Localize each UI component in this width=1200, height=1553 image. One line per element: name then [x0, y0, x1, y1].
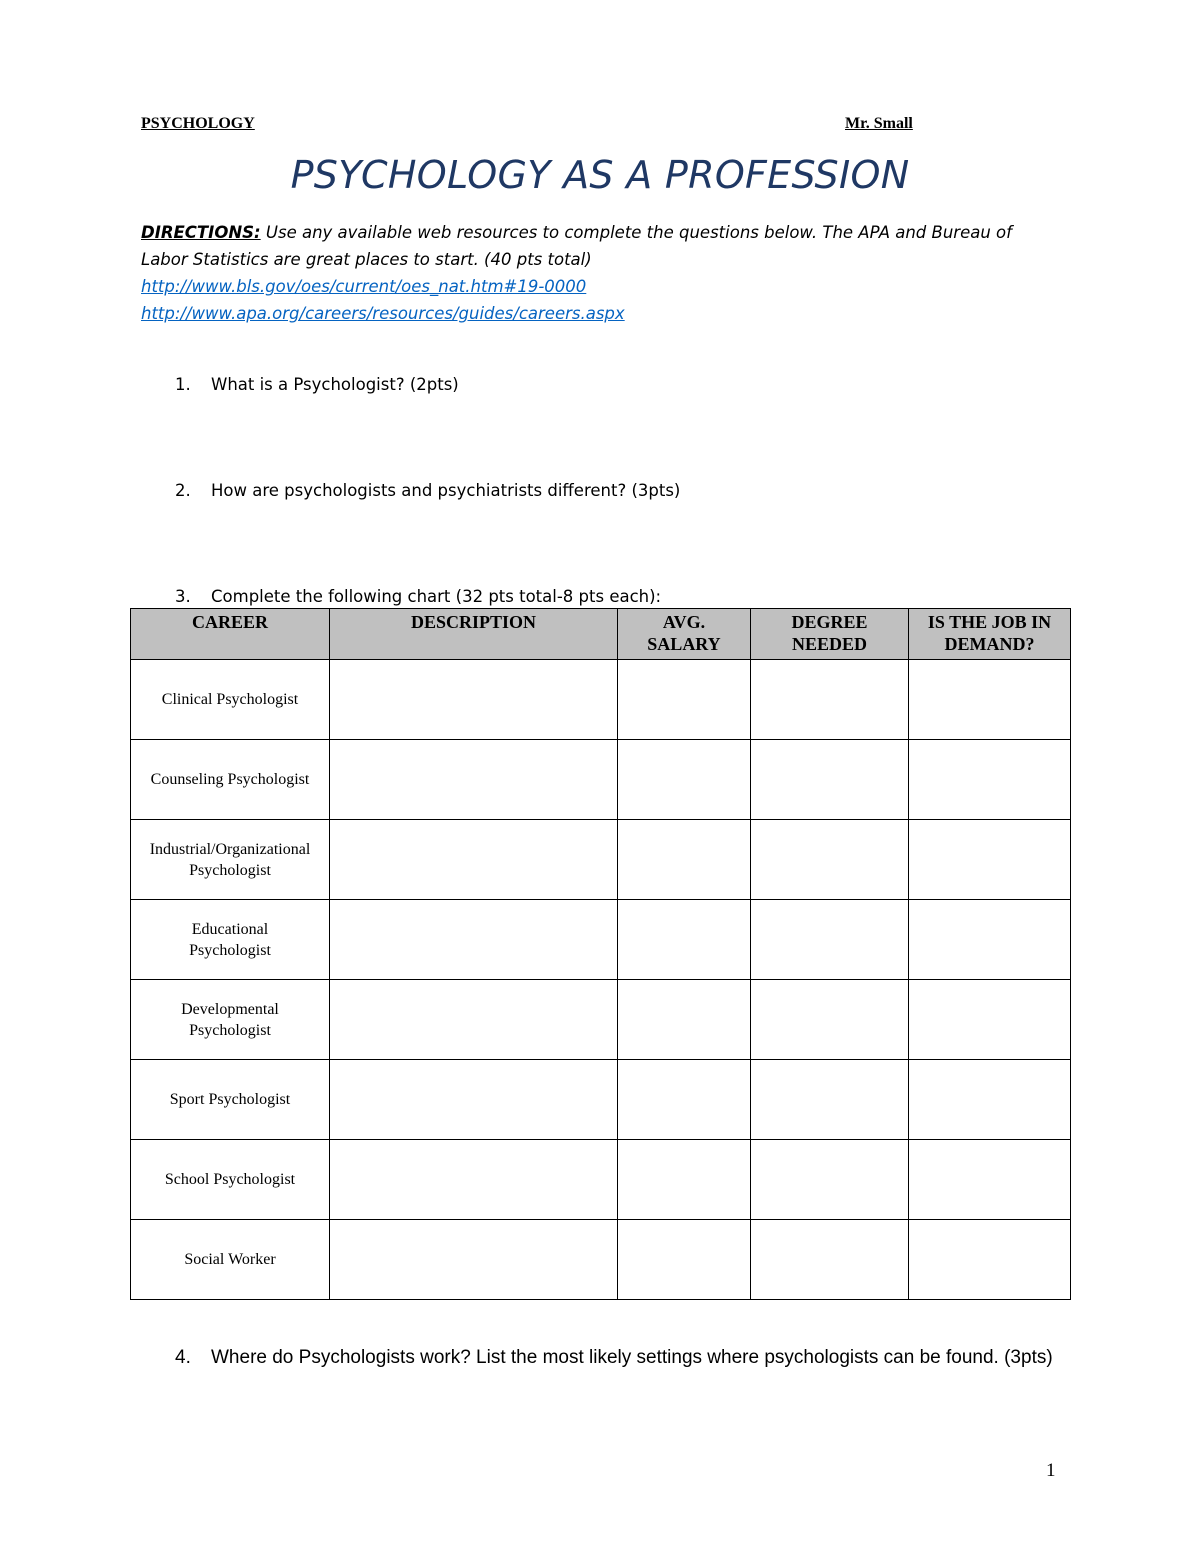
career-cell: Counseling Psychologist	[131, 740, 330, 820]
header-avg-salary: AVG. SALARY	[618, 609, 751, 660]
salary-cell[interactable]	[618, 1220, 751, 1300]
degree-cell[interactable]	[751, 820, 909, 900]
directions-text: Use any available web resources to complete the questions below. The APA and Bureau of Labor Statistics are great places to start. (40 pts total)	[141, 223, 1012, 269]
degree-cell[interactable]	[751, 900, 909, 980]
apa-link[interactable]: http://www.apa.org/careers/resources/guides/careers.aspx	[141, 304, 625, 323]
salary-cell[interactable]	[618, 900, 751, 980]
page-title: PSYCHOLOGY AS A PROFESSION	[290, 153, 910, 197]
question-number: 1.	[175, 375, 191, 394]
demand-cell[interactable]	[909, 740, 1071, 820]
question-2	[175, 481, 680, 500]
salary-cell[interactable]	[618, 820, 751, 900]
question-3	[175, 587, 661, 606]
chart-header-row	[131, 609, 1071, 660]
header-description: DESCRIPTION	[330, 609, 618, 660]
description-cell[interactable]	[330, 1140, 618, 1220]
question-text: How are psychologists and psychiatrists different? (3pts)	[211, 481, 681, 500]
salary-cell[interactable]	[618, 740, 751, 820]
description-cell[interactable]	[330, 820, 618, 900]
table-row	[131, 740, 1071, 820]
degree-cell[interactable]	[751, 980, 909, 1060]
degree-cell[interactable]	[751, 740, 909, 820]
table-row	[131, 820, 1071, 900]
demand-cell[interactable]	[909, 820, 1071, 900]
teacher-name: Mr. Small	[845, 115, 913, 132]
career-cell: Sport Psychologist	[131, 1060, 330, 1140]
header-degree-needed: DEGREE NEEDED	[751, 609, 909, 660]
question-number: 3.	[175, 587, 191, 606]
question-number: 4.	[175, 1347, 191, 1368]
directions-label: DIRECTIONS:	[141, 223, 261, 242]
bls-link[interactable]: http://www.bls.gov/oes/current/oes_nat.htm#19-0000	[141, 277, 587, 296]
demand-cell[interactable]	[909, 1140, 1071, 1220]
careers-chart	[130, 608, 1071, 1300]
salary-cell[interactable]	[618, 1140, 751, 1220]
table-row	[131, 1220, 1071, 1300]
question-1	[175, 375, 459, 394]
career-cell: Developmental Psychologist	[131, 980, 330, 1060]
description-cell[interactable]	[330, 740, 618, 820]
question-number: 2.	[175, 481, 191, 500]
table-row	[131, 900, 1071, 980]
demand-cell[interactable]	[909, 660, 1071, 740]
career-cell: Social Worker	[131, 1220, 330, 1300]
description-cell[interactable]	[330, 980, 618, 1060]
description-cell[interactable]	[330, 900, 618, 980]
career-cell: Educational Psychologist	[131, 900, 330, 980]
career-cell: School Psychologist	[131, 1140, 330, 1220]
salary-cell[interactable]	[618, 980, 751, 1060]
question-text: Where do Psychologists work? List the most likely settings where psychologists can be found. (3pts)	[211, 1347, 1053, 1368]
header-job-demand: IS THE JOB IN DEMAND?	[909, 609, 1071, 660]
degree-cell[interactable]	[751, 1060, 909, 1140]
table-row	[131, 1140, 1071, 1220]
salary-cell[interactable]	[618, 1060, 751, 1140]
table-row	[131, 980, 1071, 1060]
description-cell[interactable]	[330, 660, 618, 740]
degree-cell[interactable]	[751, 1140, 909, 1220]
salary-cell[interactable]	[618, 660, 751, 740]
course-name: PSYCHOLOGY	[141, 115, 255, 132]
career-cell: Clinical Psychologist	[131, 660, 330, 740]
directions	[141, 219, 1061, 327]
degree-cell[interactable]	[751, 660, 909, 740]
degree-cell[interactable]	[751, 1220, 909, 1300]
description-cell[interactable]	[330, 1220, 618, 1300]
question-text: Complete the following chart (32 pts total-8 pts each):	[211, 587, 662, 606]
career-cell: Industrial/Organizational Psychologist	[131, 820, 330, 900]
demand-cell[interactable]	[909, 1220, 1071, 1300]
demand-cell[interactable]	[909, 1060, 1071, 1140]
demand-cell[interactable]	[909, 900, 1071, 980]
question-4	[175, 1346, 1055, 1370]
page-number: 1	[1046, 1460, 1056, 1481]
table-row	[131, 1060, 1071, 1140]
demand-cell[interactable]	[909, 980, 1071, 1060]
question-text: What is a Psychologist? (2pts)	[211, 375, 459, 394]
table-row	[131, 660, 1071, 740]
description-cell[interactable]	[330, 1060, 618, 1140]
header-career: CAREER	[131, 609, 330, 660]
